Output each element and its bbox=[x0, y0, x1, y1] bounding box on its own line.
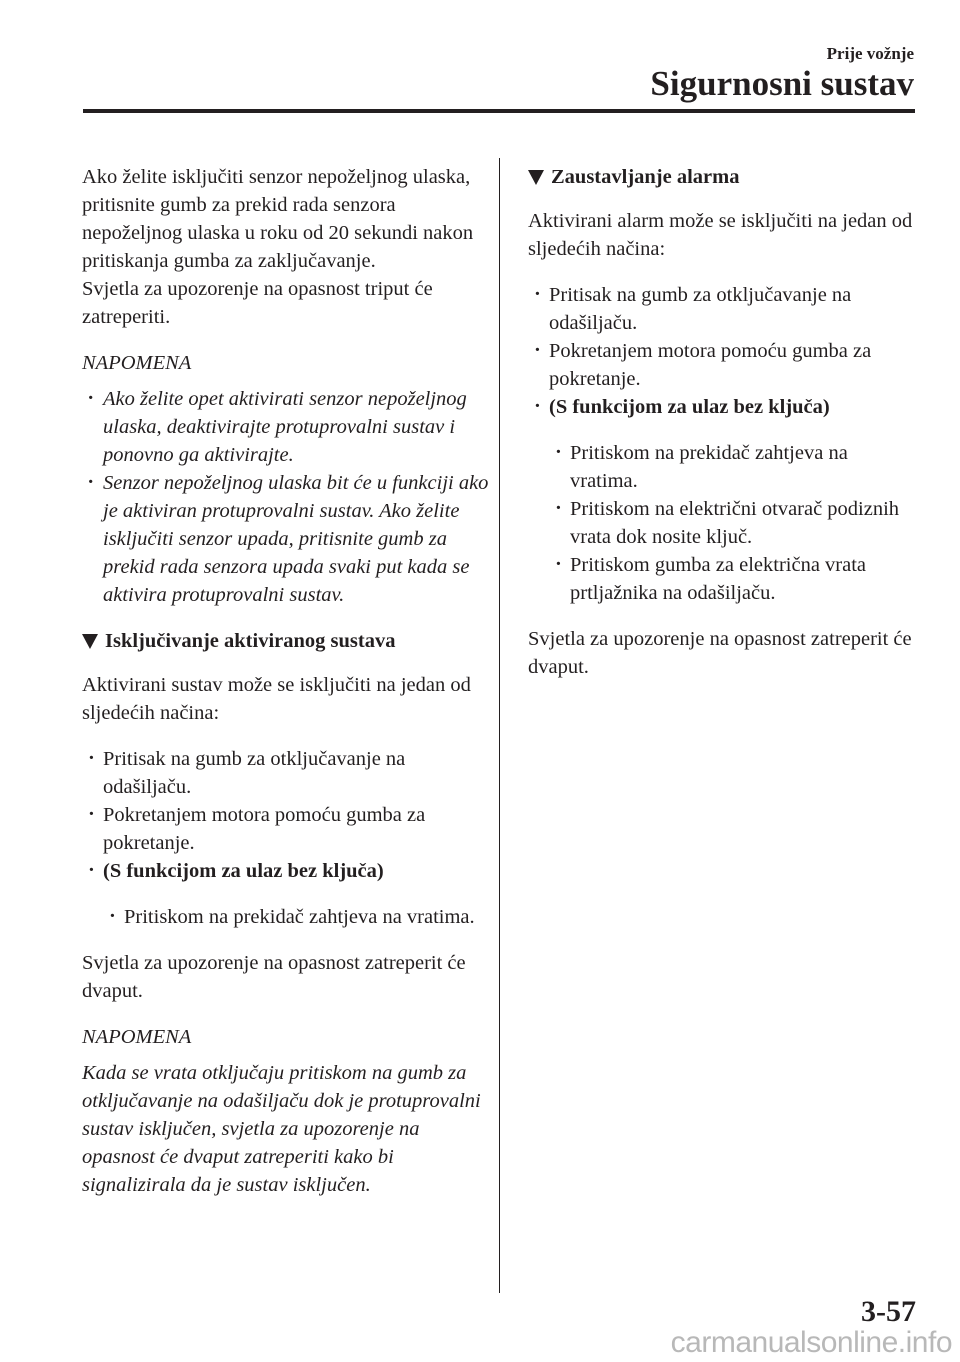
watermark: carmanualsonline.info bbox=[670, 1326, 952, 1359]
page-number: 3-57 bbox=[861, 1295, 916, 1328]
list-item: · Pokretanjem motora pomoću gumba za pokretanje. bbox=[82, 801, 490, 857]
closing-paragraph: Svjetla za upozorenje na opasnost zatreperit će dvaput. bbox=[82, 952, 466, 1002]
method-list bbox=[528, 281, 916, 421]
column-divider bbox=[499, 158, 500, 1293]
section-body: Aktivirani alarm može se isključiti na jedan od sljedećih načina: bbox=[528, 210, 913, 260]
sub-method-list bbox=[103, 903, 490, 931]
note-text: Kada se vrata otključaju pritiskom na gumb za otključavanje na odašiljaču dok je protuprovalni sustav isključen, svjetla za upozorenje na opasnost će dvaput zatreperiti kako bi signalizirala da je sustav isključen. bbox=[82, 1062, 481, 1196]
triangle-down-icon bbox=[528, 170, 544, 185]
header-section-title: Sigurnosni sustav bbox=[650, 64, 914, 103]
intro-paragraph: Ako želite isključiti senzor nepoželjnog ulaska, pritisnite gumb za prekid rada senzora nepoželjnog ulaska u roku od 20 sekundi nakon pritiskanja gumba za zaključavanje. bbox=[82, 166, 474, 272]
list-item: · (S funkcijom za ulaz bez ključa) bbox=[528, 393, 916, 421]
list-item: · (S funkcijom za ulaz bez ključa) bbox=[82, 857, 490, 885]
right-column bbox=[528, 163, 916, 699]
list-item: · Pritisak na gumb za otključavanje na odašiljaču. bbox=[528, 281, 916, 337]
header-rule bbox=[83, 109, 915, 113]
section-body: Aktivirani sustav može se isključiti na jedan od sljedećih načina: bbox=[82, 674, 471, 724]
list-item: · Pritiskom na prekidač zahtjeva na vratima. bbox=[103, 903, 490, 931]
section-heading bbox=[82, 627, 490, 655]
sub-method-list bbox=[549, 439, 916, 607]
header-chapter-title: Prije vožnje bbox=[826, 44, 914, 63]
list-item: · Pritiskom na prekidač zahtjeva na vratima. bbox=[549, 439, 916, 495]
note-label: NAPOMENA bbox=[82, 352, 192, 374]
section-heading bbox=[528, 163, 916, 191]
closing-paragraph: Svjetla za upozorenje na opasnost zatreperit će dvaput. bbox=[528, 628, 912, 678]
list-item: · Pritisak na gumb za otključavanje na odašiljaču. bbox=[82, 745, 490, 801]
list-item: · Pritiskom na električni otvarač podiznih vrata dok nosite ključ. bbox=[549, 495, 916, 551]
note-item: · Senzor nepoželjnog ulaska bit će u funkciji ako je aktiviran protuprovalni sustav. Ako želite isključiti senzor upada, pritisnite gumb za prekid rada senzora upada svaki put kada se aktivira protuprovalni sustav. bbox=[82, 469, 490, 609]
triangle-down-icon bbox=[82, 634, 98, 649]
note-list bbox=[82, 385, 490, 609]
list-item: · Pritiskom gumba za električna vrata prtljažnika na odašiljaču. bbox=[549, 551, 916, 607]
left-column bbox=[82, 163, 490, 1199]
list-item: · Pokretanjem motora pomoću gumba za pokretanje. bbox=[528, 337, 916, 393]
note-item: · Ako želite opet aktivirati senzor nepoželjnog ulaska, deaktivirajte protuprovalni sustav i ponovno ga aktivirajte. bbox=[82, 385, 490, 469]
intro-paragraph-2: Svjetla za upozorenje na opasnost triput će zatreperiti. bbox=[82, 278, 433, 328]
section-heading-text: Isključivanje aktiviranog sustava bbox=[105, 630, 396, 652]
section-heading-text: Zaustavljanje alarma bbox=[551, 166, 740, 188]
method-list bbox=[82, 745, 490, 885]
note-label: NAPOMENA bbox=[82, 1026, 192, 1048]
